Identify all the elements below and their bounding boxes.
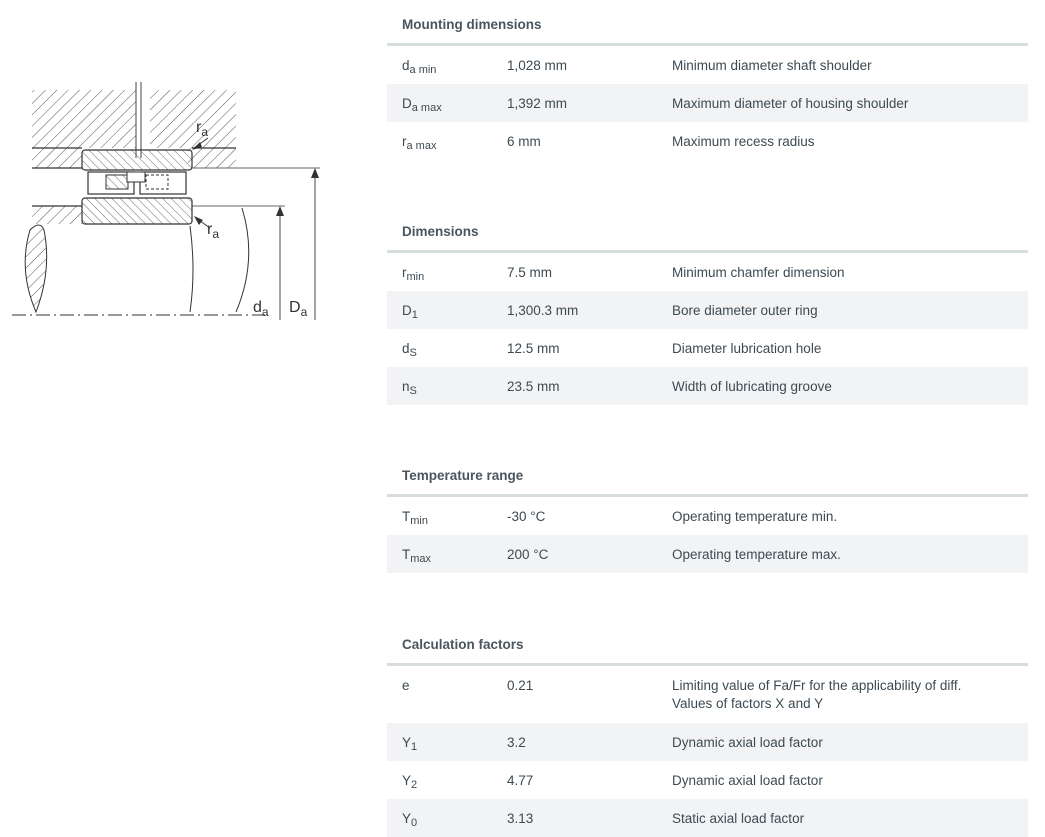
ra-top-label: r	[196, 119, 202, 136]
description: Limiting value of Fa/Fr for the applicability of diff. Values of factors X and Y	[672, 678, 962, 711]
description: Operating temperature max.	[672, 547, 841, 562]
section-title-calculation: Calculation factors	[387, 620, 1028, 666]
description: Static axial load factor	[672, 811, 805, 826]
bearing-mounting-diagram	[10, 80, 330, 330]
svg-text:Da: $D_a$	[289, 299, 308, 319]
svg-text:ra: $r_a$	[207, 221, 220, 241]
section-title-dimensions: Dimensions	[387, 207, 1028, 253]
description: Bore diameter outer ring	[672, 303, 818, 318]
description: Operating temperature min.	[672, 509, 838, 524]
description: Maximum diameter of housing shoulder	[672, 96, 909, 111]
description: Diameter lubrication hole	[672, 341, 822, 356]
table-row	[387, 666, 1028, 723]
symbol: $Y_0$	[402, 811, 418, 829]
value: 200 °C	[507, 547, 549, 562]
svg-text:da: $d_a$	[253, 299, 269, 319]
table-row	[387, 46, 1028, 84]
symbol: e	[402, 678, 410, 693]
symbol: $Y_2$	[402, 773, 418, 791]
svg-text:ra: $r_a$	[196, 119, 209, 139]
symbol: $D_1$	[402, 303, 418, 321]
description: Minimum diameter shaft shoulder	[672, 58, 872, 73]
description: Dynamic axial load factor	[672, 773, 823, 788]
specification-tables	[387, 0, 1028, 837]
description: Dynamic axial load factor	[672, 735, 823, 750]
table-row	[387, 253, 1028, 291]
Da-label: D	[289, 299, 301, 316]
value: 3.13	[507, 811, 534, 826]
table-row	[387, 497, 1028, 535]
symbol: $T_{max}$	[402, 547, 432, 565]
table-row	[387, 761, 1028, 799]
da-label: d	[253, 299, 262, 316]
symbol: $r_{a max}$	[402, 134, 437, 152]
symbol: $d_{a min}$	[402, 58, 437, 76]
value: -30 °C	[507, 509, 546, 524]
table-row	[387, 723, 1028, 761]
value: 1,392 mm	[507, 96, 568, 111]
table-row	[387, 799, 1028, 837]
symbol: $D_{a max}$	[402, 96, 442, 114]
symbol: $Y_1$	[402, 735, 418, 753]
table-row	[387, 291, 1028, 329]
ra-bottom-label: r	[207, 221, 213, 238]
symbol: $d_S$	[402, 341, 417, 359]
table-row	[387, 329, 1028, 367]
symbol: $n_S$	[402, 379, 417, 397]
value: 23.5 mm	[507, 379, 560, 394]
value: 3.2	[507, 735, 526, 750]
value: 12.5 mm	[507, 341, 560, 356]
table-row	[387, 535, 1028, 573]
value: 1,300.3 mm	[507, 303, 579, 318]
description: Maximum recess radius	[672, 134, 815, 149]
value: 1,028 mm	[507, 58, 568, 73]
table-row	[387, 122, 1028, 160]
section-title-mounting: Mounting dimensions	[387, 0, 1028, 46]
value: 7.5 mm	[507, 265, 553, 280]
description: Width of lubricating groove	[672, 379, 832, 394]
value: 4.77	[507, 773, 534, 788]
value: 6 mm	[507, 134, 541, 149]
value: 0.21	[507, 678, 534, 693]
section-title-temperature: Temperature range	[387, 451, 1028, 497]
symbol: $T_{min}$	[402, 509, 428, 527]
symbol: $r_{min}$	[402, 265, 425, 283]
description: Minimum chamfer dimension	[672, 265, 845, 280]
table-row	[387, 367, 1028, 405]
table-row	[387, 84, 1028, 122]
